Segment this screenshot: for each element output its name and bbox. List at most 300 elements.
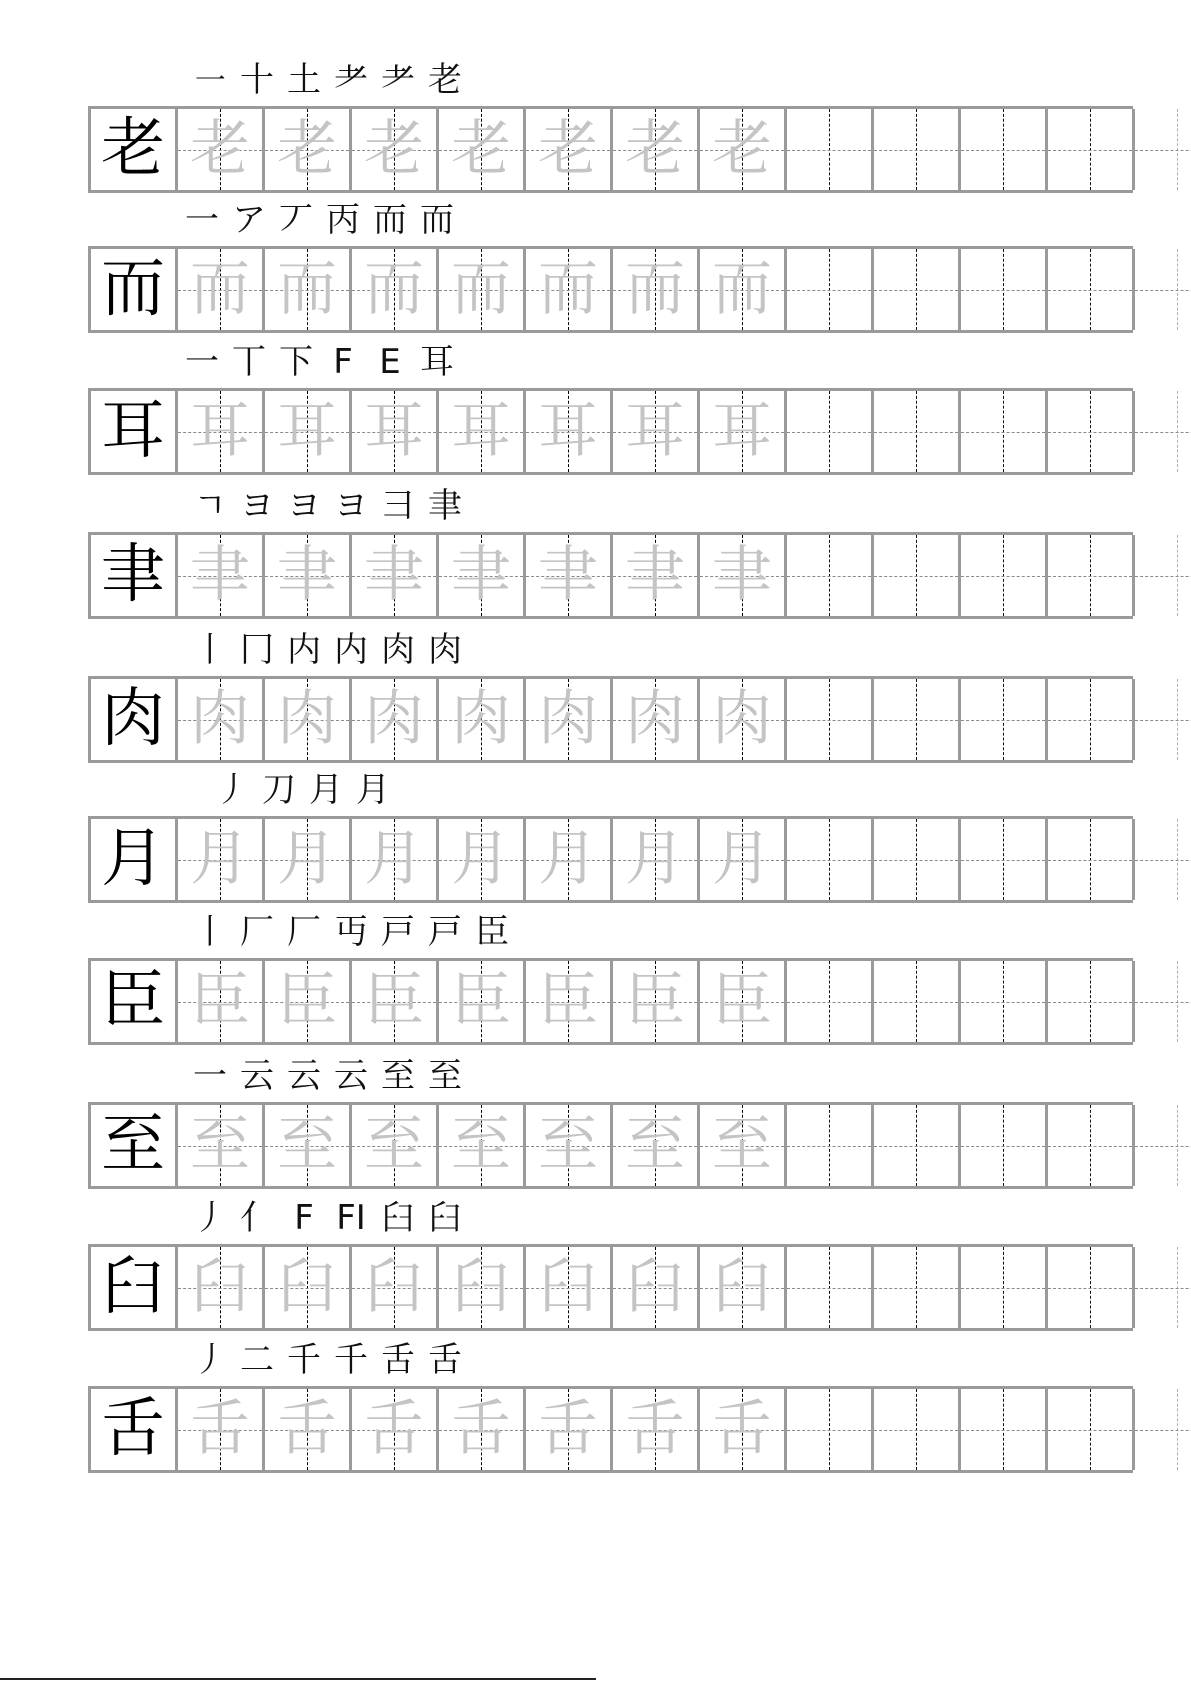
model-character: 臣 xyxy=(101,964,165,1038)
character-row xyxy=(0,198,1191,352)
trace-character: 至 xyxy=(712,1110,772,1180)
trace-character-cell[interactable] xyxy=(178,679,265,760)
blank-practice-cell[interactable] xyxy=(787,961,874,1042)
blank-practice-cell[interactable] xyxy=(874,679,961,760)
stroke-step: 丨 xyxy=(193,630,227,670)
trace-character: 月 xyxy=(538,824,598,894)
trace-character-cell[interactable] xyxy=(526,391,613,472)
trace-character-cell[interactable] xyxy=(352,961,439,1042)
stroke-step: 至 xyxy=(428,1056,462,1096)
blank-practice-cell[interactable] xyxy=(787,1389,874,1470)
stroke-step: 刀 xyxy=(262,770,296,810)
trace-character: 臣 xyxy=(190,966,250,1036)
trace-character-cell[interactable] xyxy=(700,249,787,330)
trace-character: 而 xyxy=(277,254,337,324)
stroke-order-sequence xyxy=(0,1338,1191,1382)
stroke-step: 丏 xyxy=(334,912,368,952)
stroke-step: 二 xyxy=(240,1340,274,1380)
stroke-step: 亻 xyxy=(240,1198,274,1238)
trace-character-cell[interactable] xyxy=(265,1247,352,1328)
trace-character: 聿 xyxy=(451,540,511,610)
trace-character-cell[interactable] xyxy=(352,249,439,330)
stroke-step: 丿 xyxy=(215,770,249,810)
trace-character: 而 xyxy=(451,254,511,324)
trace-character: 聿 xyxy=(190,540,250,610)
trace-character: 至 xyxy=(190,1110,250,1180)
stroke-step: 千 xyxy=(334,1340,368,1380)
stroke-step: ヨ xyxy=(334,486,368,526)
trace-character: 老 xyxy=(277,114,337,184)
trace-character-cell[interactable] xyxy=(613,535,700,616)
trace-character: 臼 xyxy=(277,1252,337,1322)
trace-character-cell[interactable] xyxy=(526,109,613,190)
trace-character-cell[interactable] xyxy=(439,1105,526,1186)
stroke-order-sequence xyxy=(0,484,1191,528)
stroke-step: 内 xyxy=(334,630,368,670)
trace-character-cell[interactable] xyxy=(265,391,352,472)
trace-character-cell[interactable] xyxy=(352,819,439,900)
footer-line xyxy=(0,1678,596,1680)
trace-character: 舌 xyxy=(190,1394,250,1464)
trace-character: 至 xyxy=(625,1110,685,1180)
trace-character-cell[interactable] xyxy=(526,961,613,1042)
character-row xyxy=(0,1054,1191,1208)
stroke-step: 下 xyxy=(279,342,313,382)
trace-character-cell[interactable] xyxy=(352,1389,439,1470)
stroke-step: 戸 xyxy=(381,912,415,952)
trace-character: 臼 xyxy=(364,1252,424,1322)
trace-character-cell[interactable] xyxy=(265,535,352,616)
character-row xyxy=(0,768,1191,922)
trace-character-cell[interactable] xyxy=(178,1389,265,1470)
trace-character: 至 xyxy=(364,1110,424,1180)
stroke-step: 耳 xyxy=(420,342,454,382)
stroke-step: 老 xyxy=(428,60,462,100)
stroke-step: FI xyxy=(336,1198,366,1238)
stroke-step: E xyxy=(379,342,401,382)
blank-practice-cell[interactable] xyxy=(961,1105,1048,1186)
model-character: 聿 xyxy=(101,538,165,612)
trace-character-cell[interactable] xyxy=(352,1247,439,1328)
blank-practice-cell[interactable] xyxy=(787,249,874,330)
writing-grid xyxy=(88,532,1133,619)
blank-practice-cell[interactable] xyxy=(1135,819,1191,900)
trace-character-cell[interactable] xyxy=(700,1105,787,1186)
stroke-step: 一 xyxy=(185,342,219,382)
trace-character: 而 xyxy=(364,254,424,324)
stroke-step: 耂 xyxy=(381,60,415,100)
stroke-step: 丿 xyxy=(193,1198,227,1238)
trace-character-cell[interactable] xyxy=(439,1247,526,1328)
stroke-step: 丨 xyxy=(193,912,227,952)
model-character-cell xyxy=(91,1105,178,1186)
trace-character: 月 xyxy=(190,824,250,894)
trace-character: 耳 xyxy=(364,396,424,466)
blank-practice-cell[interactable] xyxy=(787,109,874,190)
blank-practice-cell[interactable] xyxy=(1048,1389,1135,1470)
writing-grid xyxy=(88,388,1133,475)
stroke-step: 月 xyxy=(356,770,390,810)
model-character-cell xyxy=(91,249,178,330)
character-row xyxy=(0,484,1191,638)
blank-practice-cell[interactable] xyxy=(787,535,874,616)
trace-character-cell[interactable] xyxy=(700,819,787,900)
blank-practice-cell[interactable] xyxy=(1048,679,1135,760)
trace-character: 月 xyxy=(277,824,337,894)
trace-character: 而 xyxy=(190,254,250,324)
blank-practice-cell[interactable] xyxy=(1135,961,1191,1042)
character-row xyxy=(0,1196,1191,1350)
trace-character-cell[interactable] xyxy=(352,535,439,616)
stroke-step: 一 xyxy=(185,200,219,240)
blank-practice-cell[interactable] xyxy=(787,679,874,760)
trace-character: 老 xyxy=(625,114,685,184)
stroke-step: ㄱ xyxy=(193,486,227,526)
stroke-step: 臼 xyxy=(381,1198,415,1238)
trace-character: 至 xyxy=(451,1110,511,1180)
trace-character: 月 xyxy=(364,824,424,894)
trace-character-cell[interactable] xyxy=(700,109,787,190)
trace-character-cell[interactable] xyxy=(700,1247,787,1328)
trace-character: 月 xyxy=(451,824,511,894)
model-character-cell xyxy=(91,819,178,900)
trace-character: 舌 xyxy=(364,1394,424,1464)
stroke-step: ㇐ xyxy=(193,60,227,100)
trace-character: 舌 xyxy=(277,1394,337,1464)
trace-character-cell[interactable] xyxy=(178,535,265,616)
model-character: 耳 xyxy=(101,394,165,468)
stroke-step: 内 xyxy=(287,630,321,670)
stroke-step: 戸 xyxy=(428,912,462,952)
blank-practice-cell[interactable] xyxy=(1048,819,1135,900)
stroke-order-sequence xyxy=(0,1054,1191,1098)
trace-character-cell[interactable] xyxy=(352,391,439,472)
writing-grid xyxy=(88,816,1133,903)
blank-practice-cell[interactable] xyxy=(1048,1247,1135,1328)
stroke-step: 云 xyxy=(334,1056,368,1096)
blank-practice-cell[interactable] xyxy=(874,391,961,472)
blank-practice-cell[interactable] xyxy=(961,391,1048,472)
trace-character-cell[interactable] xyxy=(526,1105,613,1186)
trace-character: 月 xyxy=(625,824,685,894)
model-character: 至 xyxy=(101,1108,165,1182)
trace-character: 聿 xyxy=(538,540,598,610)
trace-character: 臣 xyxy=(451,966,511,1036)
stroke-step: F xyxy=(294,1198,314,1238)
stroke-step: 肉 xyxy=(381,630,415,670)
trace-character-cell[interactable] xyxy=(700,679,787,760)
stroke-step: 丙 xyxy=(326,200,360,240)
stroke-order-sequence xyxy=(0,340,1191,384)
trace-character-cell[interactable] xyxy=(178,249,265,330)
writing-grid xyxy=(88,1244,1133,1331)
model-character: 舌 xyxy=(101,1392,165,1466)
stroke-step: 肉 xyxy=(428,630,462,670)
blank-practice-cell[interactable] xyxy=(961,109,1048,190)
blank-practice-cell[interactable] xyxy=(961,961,1048,1042)
stroke-order-sequence xyxy=(0,628,1191,672)
trace-character-cell[interactable] xyxy=(439,961,526,1042)
trace-character: 至 xyxy=(277,1110,337,1180)
trace-character: 臼 xyxy=(190,1252,250,1322)
stroke-step: 厂 xyxy=(240,912,274,952)
model-character: 肉 xyxy=(101,682,165,756)
trace-character: 月 xyxy=(712,824,772,894)
trace-character: 老 xyxy=(538,114,598,184)
trace-character: 舌 xyxy=(538,1394,598,1464)
model-character: 臼 xyxy=(101,1250,165,1324)
blank-practice-cell[interactable] xyxy=(961,1389,1048,1470)
writing-grid xyxy=(88,1386,1133,1473)
character-row xyxy=(0,58,1191,212)
trace-character-cell[interactable] xyxy=(265,961,352,1042)
trace-character-cell[interactable] xyxy=(352,109,439,190)
trace-character: 老 xyxy=(451,114,511,184)
trace-character-cell[interactable] xyxy=(613,679,700,760)
blank-practice-cell[interactable] xyxy=(874,1105,961,1186)
trace-character-cell[interactable] xyxy=(439,819,526,900)
blank-practice-cell[interactable] xyxy=(1135,1105,1191,1186)
blank-practice-cell[interactable] xyxy=(961,1247,1048,1328)
trace-character-cell[interactable] xyxy=(700,961,787,1042)
trace-character: 至 xyxy=(538,1110,598,1180)
trace-character: 耳 xyxy=(190,396,250,466)
trace-character: 老 xyxy=(364,114,424,184)
stroke-step: 月 xyxy=(309,770,343,810)
trace-character-cell[interactable] xyxy=(613,961,700,1042)
stroke-order-sequence xyxy=(0,1196,1191,1240)
character-row xyxy=(0,1338,1191,1492)
trace-character-cell[interactable] xyxy=(178,819,265,900)
blank-practice-cell[interactable] xyxy=(874,109,961,190)
trace-character: 舌 xyxy=(625,1394,685,1464)
trace-character-cell[interactable] xyxy=(613,1389,700,1470)
trace-character-cell[interactable] xyxy=(439,535,526,616)
trace-character: 舌 xyxy=(451,1394,511,1464)
trace-character-cell[interactable] xyxy=(613,1247,700,1328)
trace-character-cell[interactable] xyxy=(613,391,700,472)
blank-practice-cell[interactable] xyxy=(1135,109,1191,190)
trace-character: 肉 xyxy=(364,684,424,754)
stroke-order-sequence xyxy=(0,198,1191,242)
trace-character: 肉 xyxy=(538,684,598,754)
trace-character: 臣 xyxy=(712,966,772,1036)
blank-practice-cell[interactable] xyxy=(1048,391,1135,472)
trace-character: 聿 xyxy=(625,540,685,610)
stroke-step: 臣 xyxy=(475,912,509,952)
trace-character-cell[interactable] xyxy=(526,249,613,330)
trace-character: 肉 xyxy=(451,684,511,754)
stroke-step: 丅 xyxy=(232,342,266,382)
stroke-step: 聿 xyxy=(428,486,462,526)
stroke-step: 冂 xyxy=(240,630,274,670)
trace-character: 肉 xyxy=(625,684,685,754)
trace-character-cell[interactable] xyxy=(700,1389,787,1470)
stroke-step: 臼 xyxy=(428,1198,462,1238)
trace-character-cell[interactable] xyxy=(613,109,700,190)
trace-character-cell[interactable] xyxy=(265,249,352,330)
blank-practice-cell[interactable] xyxy=(1135,535,1191,616)
blank-practice-cell[interactable] xyxy=(1048,109,1135,190)
trace-character: 老 xyxy=(712,114,772,184)
stroke-step: 丆 xyxy=(279,200,313,240)
stroke-step: 而 xyxy=(373,200,407,240)
blank-practice-cell[interactable] xyxy=(961,535,1048,616)
writing-grid xyxy=(88,958,1133,1045)
model-character-cell xyxy=(91,1389,178,1470)
trace-character-cell[interactable] xyxy=(613,249,700,330)
stroke-step: 千 xyxy=(287,1340,321,1380)
trace-character-cell[interactable] xyxy=(178,1247,265,1328)
blank-practice-cell[interactable] xyxy=(1135,1247,1191,1328)
blank-practice-cell[interactable] xyxy=(1048,535,1135,616)
trace-character: 耳 xyxy=(538,396,598,466)
blank-practice-cell[interactable] xyxy=(961,249,1048,330)
trace-character-cell[interactable] xyxy=(265,1105,352,1186)
blank-practice-cell[interactable] xyxy=(787,819,874,900)
trace-character: 耳 xyxy=(451,396,511,466)
blank-practice-cell[interactable] xyxy=(787,1105,874,1186)
trace-character: 老 xyxy=(190,114,250,184)
trace-character-cell[interactable] xyxy=(700,535,787,616)
trace-character: 臣 xyxy=(538,966,598,1036)
blank-practice-cell[interactable] xyxy=(874,535,961,616)
stroke-step: 云 xyxy=(240,1056,274,1096)
blank-practice-cell[interactable] xyxy=(1135,679,1191,760)
model-character-cell xyxy=(91,109,178,190)
stroke-step: 云 xyxy=(287,1056,321,1096)
stroke-order-sequence xyxy=(0,768,1191,812)
trace-character-cell[interactable] xyxy=(265,109,352,190)
model-character-cell xyxy=(91,1247,178,1328)
trace-character: 臼 xyxy=(712,1252,772,1322)
blank-practice-cell[interactable] xyxy=(961,679,1048,760)
trace-character-cell[interactable] xyxy=(265,679,352,760)
trace-character-cell[interactable] xyxy=(613,819,700,900)
blank-practice-cell[interactable] xyxy=(874,1247,961,1328)
trace-character-cell[interactable] xyxy=(613,1105,700,1186)
stroke-step: F xyxy=(333,342,353,382)
character-row xyxy=(0,340,1191,494)
writing-grid xyxy=(88,676,1133,763)
blank-practice-cell[interactable] xyxy=(874,249,961,330)
model-character-cell xyxy=(91,961,178,1042)
trace-character: 臣 xyxy=(625,966,685,1036)
stroke-step: 一 xyxy=(193,1056,227,1096)
stroke-step: 舌 xyxy=(381,1340,415,1380)
writing-grid xyxy=(88,246,1133,333)
trace-character-cell[interactable] xyxy=(526,1389,613,1470)
model-character-cell xyxy=(91,679,178,760)
blank-practice-cell[interactable] xyxy=(1048,249,1135,330)
trace-character-cell[interactable] xyxy=(178,961,265,1042)
trace-character-cell[interactable] xyxy=(265,819,352,900)
trace-character: 臼 xyxy=(451,1252,511,1322)
blank-practice-cell[interactable] xyxy=(787,1247,874,1328)
trace-character: 耳 xyxy=(625,396,685,466)
trace-character-cell[interactable] xyxy=(439,109,526,190)
trace-character: 而 xyxy=(625,254,685,324)
trace-character-cell[interactable] xyxy=(439,679,526,760)
trace-character: 耳 xyxy=(712,396,772,466)
model-character: 月 xyxy=(101,822,165,896)
trace-character: 臼 xyxy=(538,1252,598,1322)
stroke-step: 耂 xyxy=(334,60,368,100)
trace-character-cell[interactable] xyxy=(178,391,265,472)
trace-character: 耳 xyxy=(277,396,337,466)
stroke-step: 土 xyxy=(287,60,321,100)
model-character-cell xyxy=(91,391,178,472)
blank-practice-cell[interactable] xyxy=(961,819,1048,900)
character-row xyxy=(0,628,1191,782)
writing-grid xyxy=(88,1102,1133,1189)
stroke-step: 十 xyxy=(240,60,274,100)
trace-character-cell[interactable] xyxy=(700,391,787,472)
stroke-step: 彐 xyxy=(381,486,415,526)
trace-character-cell[interactable] xyxy=(439,1389,526,1470)
trace-character: 聿 xyxy=(364,540,424,610)
stroke-step: ヨ xyxy=(240,486,274,526)
blank-practice-cell[interactable] xyxy=(874,819,961,900)
blank-practice-cell[interactable] xyxy=(1135,249,1191,330)
stroke-step: 厂 xyxy=(287,912,321,952)
trace-character: 臣 xyxy=(277,966,337,1036)
model-character: 老 xyxy=(101,112,165,186)
stroke-order-sequence xyxy=(0,910,1191,954)
trace-character-cell[interactable] xyxy=(439,391,526,472)
trace-character-cell[interactable] xyxy=(526,679,613,760)
trace-character: 而 xyxy=(712,254,772,324)
trace-character-cell[interactable] xyxy=(526,819,613,900)
model-character-cell xyxy=(91,535,178,616)
trace-character-cell[interactable] xyxy=(352,679,439,760)
trace-character-cell[interactable] xyxy=(178,109,265,190)
trace-character: 臣 xyxy=(364,966,424,1036)
trace-character: 聿 xyxy=(712,540,772,610)
stroke-order-sequence xyxy=(0,58,1191,102)
blank-practice-cell[interactable] xyxy=(874,1389,961,1470)
trace-character-cell[interactable] xyxy=(526,535,613,616)
trace-character-cell[interactable] xyxy=(439,249,526,330)
blank-practice-cell[interactable] xyxy=(874,961,961,1042)
blank-practice-cell[interactable] xyxy=(1135,1389,1191,1470)
trace-character: 臼 xyxy=(625,1252,685,1322)
writing-grid xyxy=(88,106,1133,193)
stroke-step: 至 xyxy=(381,1056,415,1096)
trace-character: 肉 xyxy=(277,684,337,754)
character-row xyxy=(0,910,1191,1064)
blank-practice-cell[interactable] xyxy=(1135,391,1191,472)
trace-character: 肉 xyxy=(190,684,250,754)
trace-character-cell[interactable] xyxy=(526,1247,613,1328)
trace-character: 聿 xyxy=(277,540,337,610)
trace-character-cell[interactable] xyxy=(352,1105,439,1186)
stroke-step: 丿 xyxy=(193,1340,227,1380)
stroke-step: 而 xyxy=(420,200,454,240)
trace-character: 肉 xyxy=(712,684,772,754)
blank-practice-cell[interactable] xyxy=(1048,961,1135,1042)
stroke-step: ア xyxy=(232,200,266,240)
trace-character-cell[interactable] xyxy=(178,1105,265,1186)
blank-practice-cell[interactable] xyxy=(1048,1105,1135,1186)
trace-character: 舌 xyxy=(712,1394,772,1464)
trace-character: 而 xyxy=(538,254,598,324)
stroke-step: 舌 xyxy=(428,1340,462,1380)
trace-character-cell[interactable] xyxy=(265,1389,352,1470)
blank-practice-cell[interactable] xyxy=(787,391,874,472)
stroke-step: ヨ xyxy=(287,486,321,526)
model-character: 而 xyxy=(101,252,165,326)
